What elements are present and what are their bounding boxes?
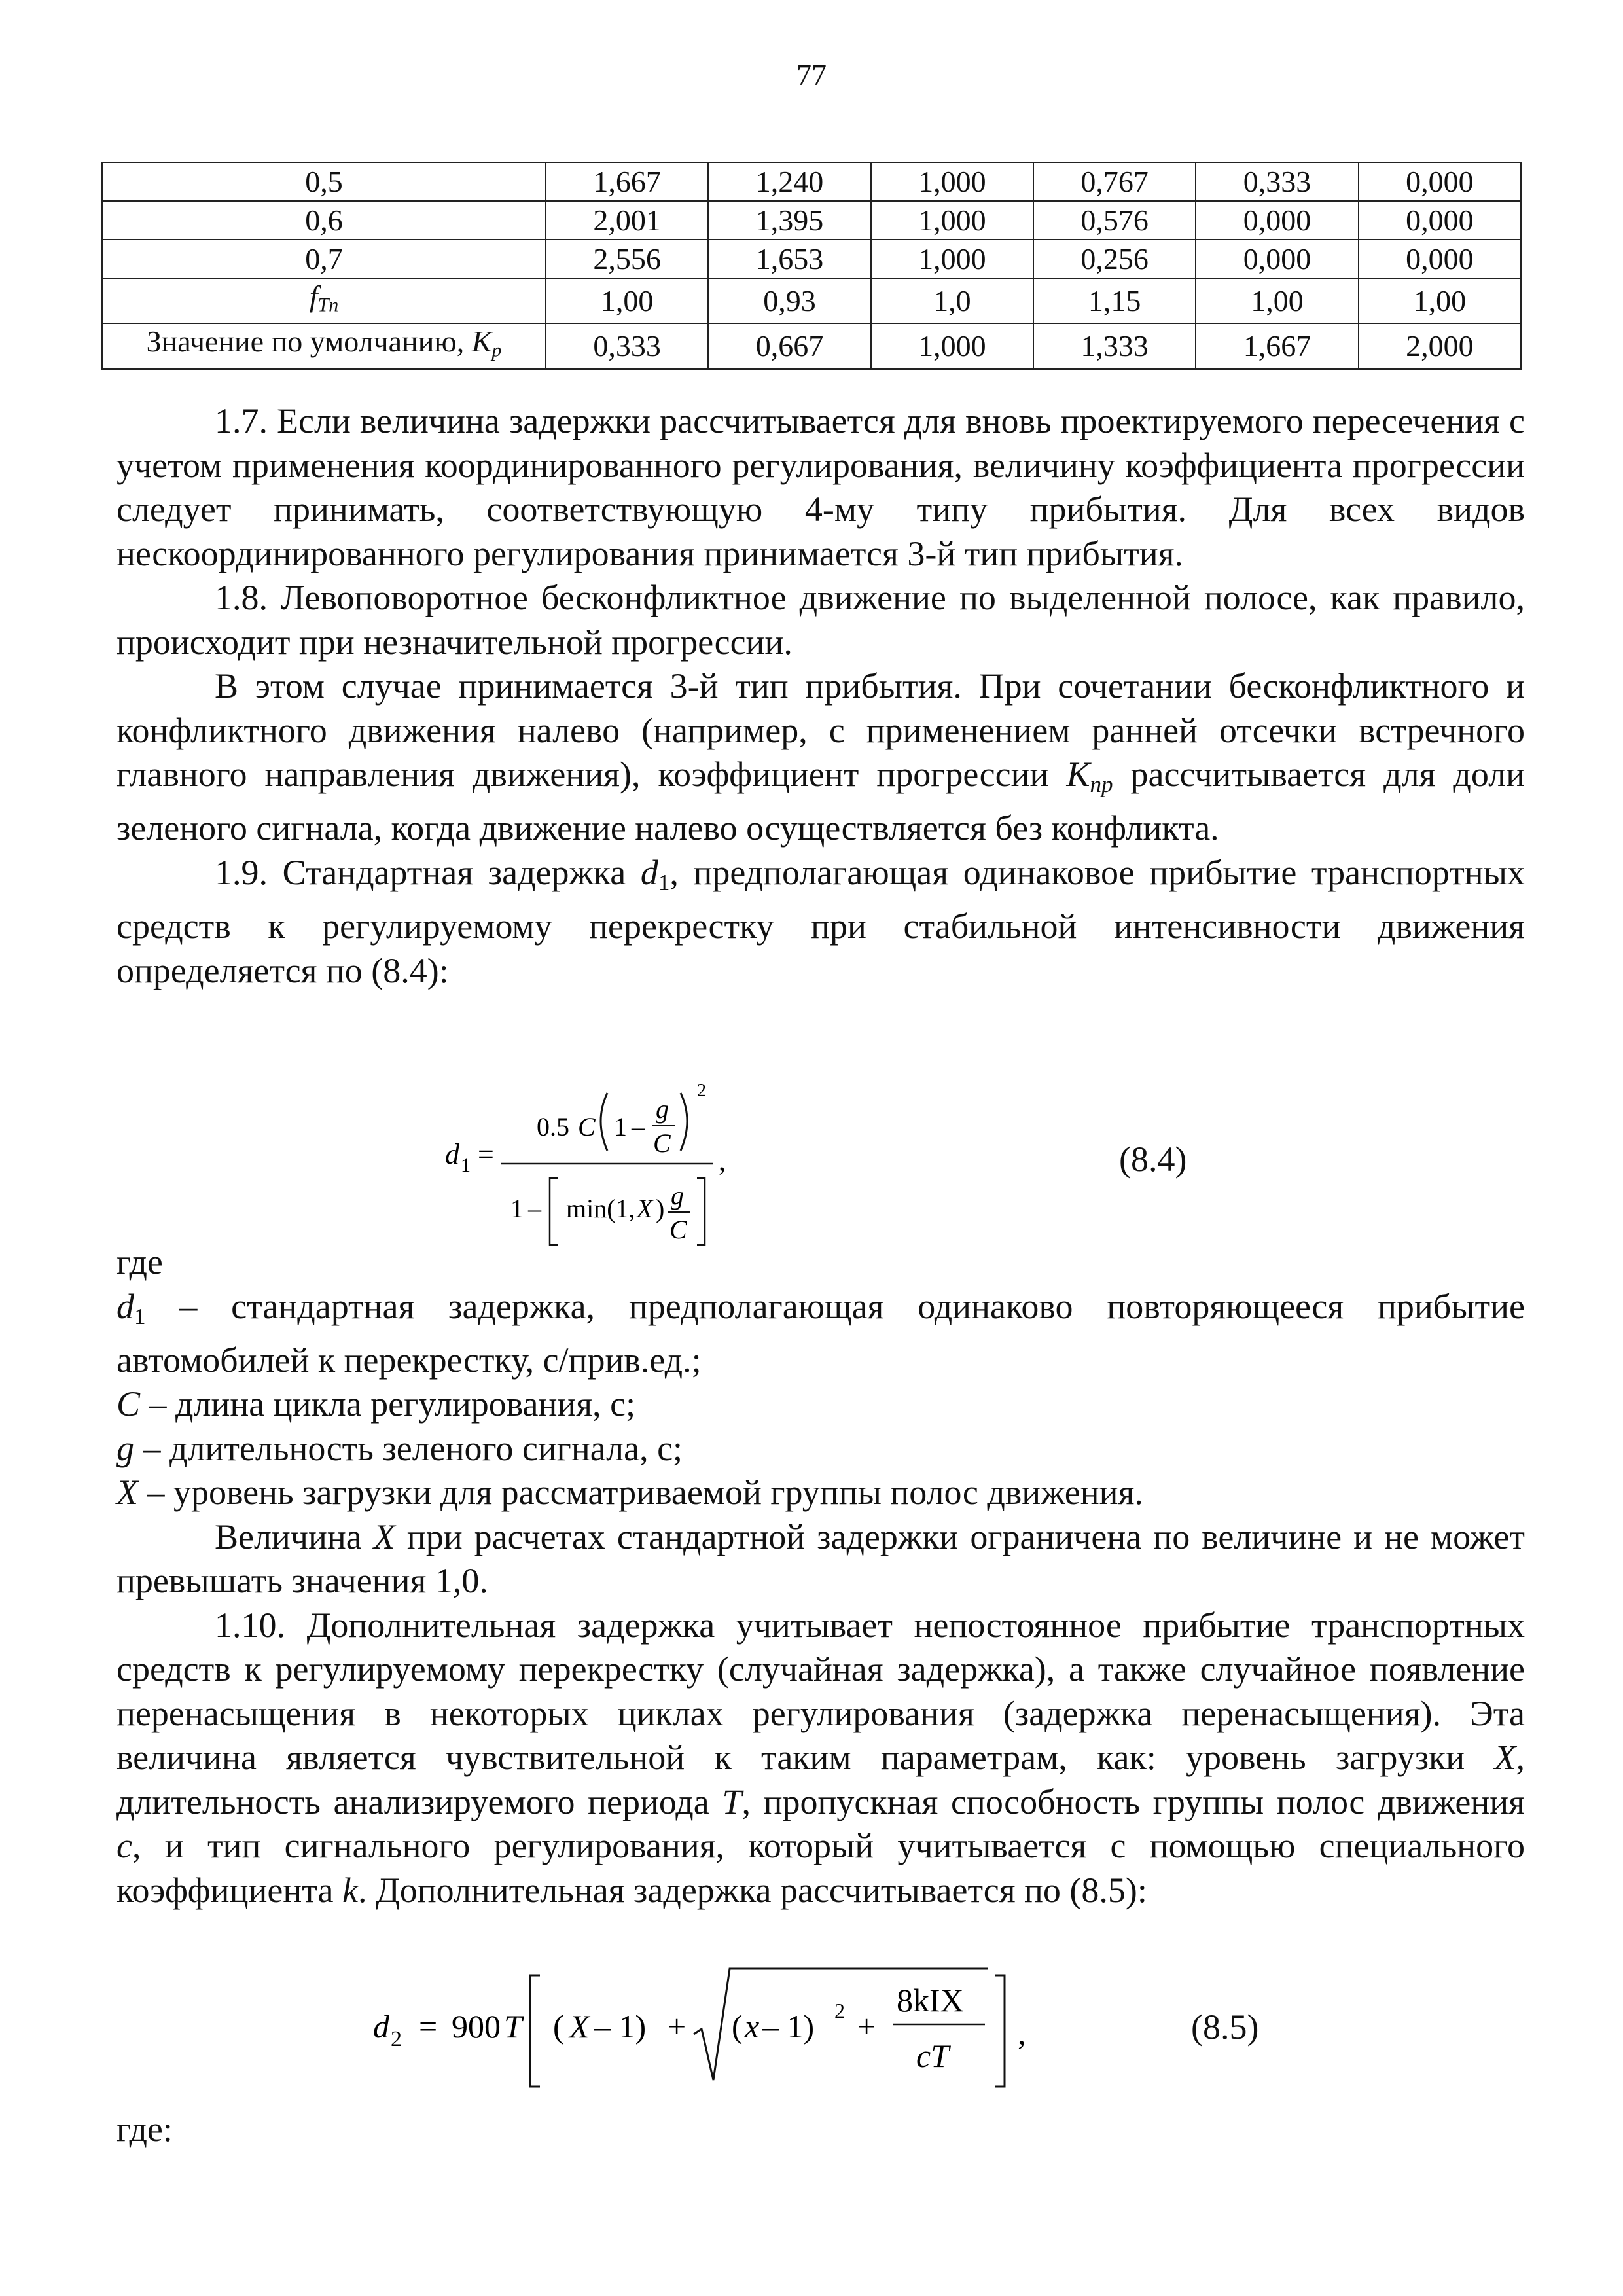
f85-minus1: – 1) [594,2008,647,2045]
f84-square: 2 [697,1081,706,1101]
table-cell: 1,667 [1196,323,1358,368]
table-cell: 1,000 [871,323,1033,368]
table-row [102,323,1521,368]
paragraph-1-8: 1.8. Левоповоротное бесконфликтное движение по выделенной полосе, как правило, происходит при незначительной прогрессии. [116,578,1525,662]
f85-den: cT [916,2037,949,2074]
table-cell: 0,333 [546,323,708,368]
table-cell: 1,15 [1033,278,1196,323]
formula-8-5 [373,1962,1551,2093]
f85-eq: = [419,2008,438,2045]
table-cell: 0,333 [1196,162,1358,201]
table-cell: 2,556 [546,240,708,278]
table-cell: 0,000 [1359,240,1521,278]
f84-coef: 0.5 [537,1112,569,1141]
f84-close: ) [656,1194,665,1223]
table-row [102,162,1521,201]
definition-X: X – уровень загрузки для рассматриваемой группы полос движения. [116,1473,1143,1513]
formula-8-4 [445,1073,1558,1250]
coefficient-table [101,162,1522,370]
body-text-middle [116,1240,1525,1912]
f85-sq: 2 [834,1999,845,2022]
where-label-1: где [116,1242,163,1282]
f84-den-one: 1 [510,1194,524,1223]
f85-minus1b: – 1) [762,2008,815,2045]
f85-open2: ( [732,2008,743,2045]
table-cell: 1,000 [871,201,1033,240]
f85-x: x [745,2008,760,2045]
paragraph-1-10: 1.10. Дополнительная задержка учитывает непостоянное прибытие транспортных средств к регулируемому перекрестку (случайная задержка), а также случайное появление перенасыщения в некоторых циклах регулирования (задержка перенасыщения). Эта величина является чувствительной к таким параметрам, как: уровень загрузки X, длительность анализируемого периода T, пропускная способность группы полос движения c, и тип сигнального регулирования, который учитывается с помощью специального коэффициента k. Дополнительная задержка рассчитывается по (8.5): [116,1605,1525,1910]
table-cell: 0,256 [1033,240,1196,278]
f85-lhs-d: d [373,2008,389,2045]
table-cell: 1,000 [871,240,1033,278]
table-cell: 0,000 [1359,201,1521,240]
paragraph-1-9: 1.9. Стандартная задержка $d_1$, предполагающая одинаковое прибытие транспортных средств к регулируемому перекрестку при стабильной интенсивности движения определяется по (8.4): [116,852,1525,990]
table-cell: 1,000 [871,162,1033,201]
paragraph-X-limit: Величина X при расчетах стандартной задержки ограничена по величине и не может превышать значения 1,0. [116,1516,1525,1601]
f85-comma: , [1018,2015,1026,2051]
table-cell: 1,333 [1033,323,1196,368]
table-row-label: 0,6 [102,201,546,240]
table-cell: 1,667 [546,162,708,201]
table-row-label: 0,5 [102,162,546,201]
table-cell: 1,00 [1196,278,1358,323]
f84-comma: , [719,1145,726,1177]
table-cell: 0,000 [1359,162,1521,201]
f84-C: C [578,1112,596,1141]
paragraph-1-8-continued: В этом случае принимается 3-й тип прибытия. При сочетании бесконфликтного и конфликтного движения налево (например, с применением ранней отсечки встречного главного направления движения), коэффициент прогрессии $K_{пр}$ рассчитывается для доли зеленого сигнала, когда движение налево осуществляется без конфликта. [116,666,1525,848]
table-row-label: $f_{Tn}$ [102,278,546,323]
f85-coef: 900 [452,2008,501,2045]
table-row-label: 0,7 [102,240,546,278]
f84-den-minus: – [528,1194,541,1223]
f84-X: X [637,1194,653,1223]
table-cell: 0,000 [1196,240,1358,278]
table-cell: 1,00 [546,278,708,323]
page-number: 77 [796,58,827,92]
f85-num: 8kIX [897,1982,964,2018]
table-row [102,240,1521,278]
table-cell: 0,576 [1033,201,1196,240]
definition-g: g – длительность зеленого сигнала, с; [116,1428,683,1468]
formula-8-4-number: (8.4) [1119,1139,1187,1179]
table-cell: 1,653 [708,240,870,278]
table-cell: 1,395 [708,201,870,240]
f84-min: min(1, [566,1194,635,1223]
f85-plus2: + [857,2008,876,2045]
f84-lhs-d: d [445,1138,459,1170]
f84-den-g: g [671,1181,684,1210]
f84-den-C: C [669,1215,687,1244]
table-cell: 1,240 [708,162,870,201]
f85-open: ( [553,2008,564,2045]
body-text-top [116,399,1525,993]
table-cell: 2,001 [546,201,708,240]
table-row [102,278,1521,323]
f85-plus: + [668,2008,687,2045]
table-cell: 0,93 [708,278,870,323]
f85-lhs-sub: 2 [391,2027,402,2051]
paragraph-1-7: 1.7. Если величина задержки рассчитывается для вновь проектируемого пересечения с учетом применения координированного регулирования, величину коэффициента прогрессии следует принимать, соответствующую 4-му типу прибытия. Для всех видов нескоординированного регулирования принимается 3-й тип прибытия. [116,401,1525,573]
table-row [102,201,1521,240]
f85-T: T [504,2008,522,2045]
f84-lhs-sub: 1 [461,1155,471,1176]
definition-d1: $d_1$ – стандартная задержка, предполагающая одинаково повторяющееся прибытие автомобилей к перекрестку, с/прив.ед.; [116,1286,1525,1380]
table-cell: 0,000 [1196,201,1358,240]
f84-minus: – [632,1112,645,1141]
body-text-bottom [116,2108,1525,2152]
table-cell: 2,000 [1359,323,1521,368]
table-cell: 0,767 [1033,162,1196,201]
f84-one: 1 [614,1112,627,1141]
f85-X: X [569,2008,590,2045]
table-cell: 0,667 [708,323,870,368]
where-label-2: где: [116,2109,173,2149]
f84-C-den: C [653,1128,671,1158]
table-cell: 1,00 [1359,278,1521,323]
f84-eq: = [478,1138,494,1170]
f84-g-num: g [656,1094,669,1124]
definition-C: C – длина цикла регулирования, с; [116,1384,636,1424]
table-row-label: Значение по умолчанию, $K_p$ [102,323,546,368]
table-cell: 1,0 [871,278,1033,323]
formula-8-5-number: (8.5) [1191,2007,1259,2047]
